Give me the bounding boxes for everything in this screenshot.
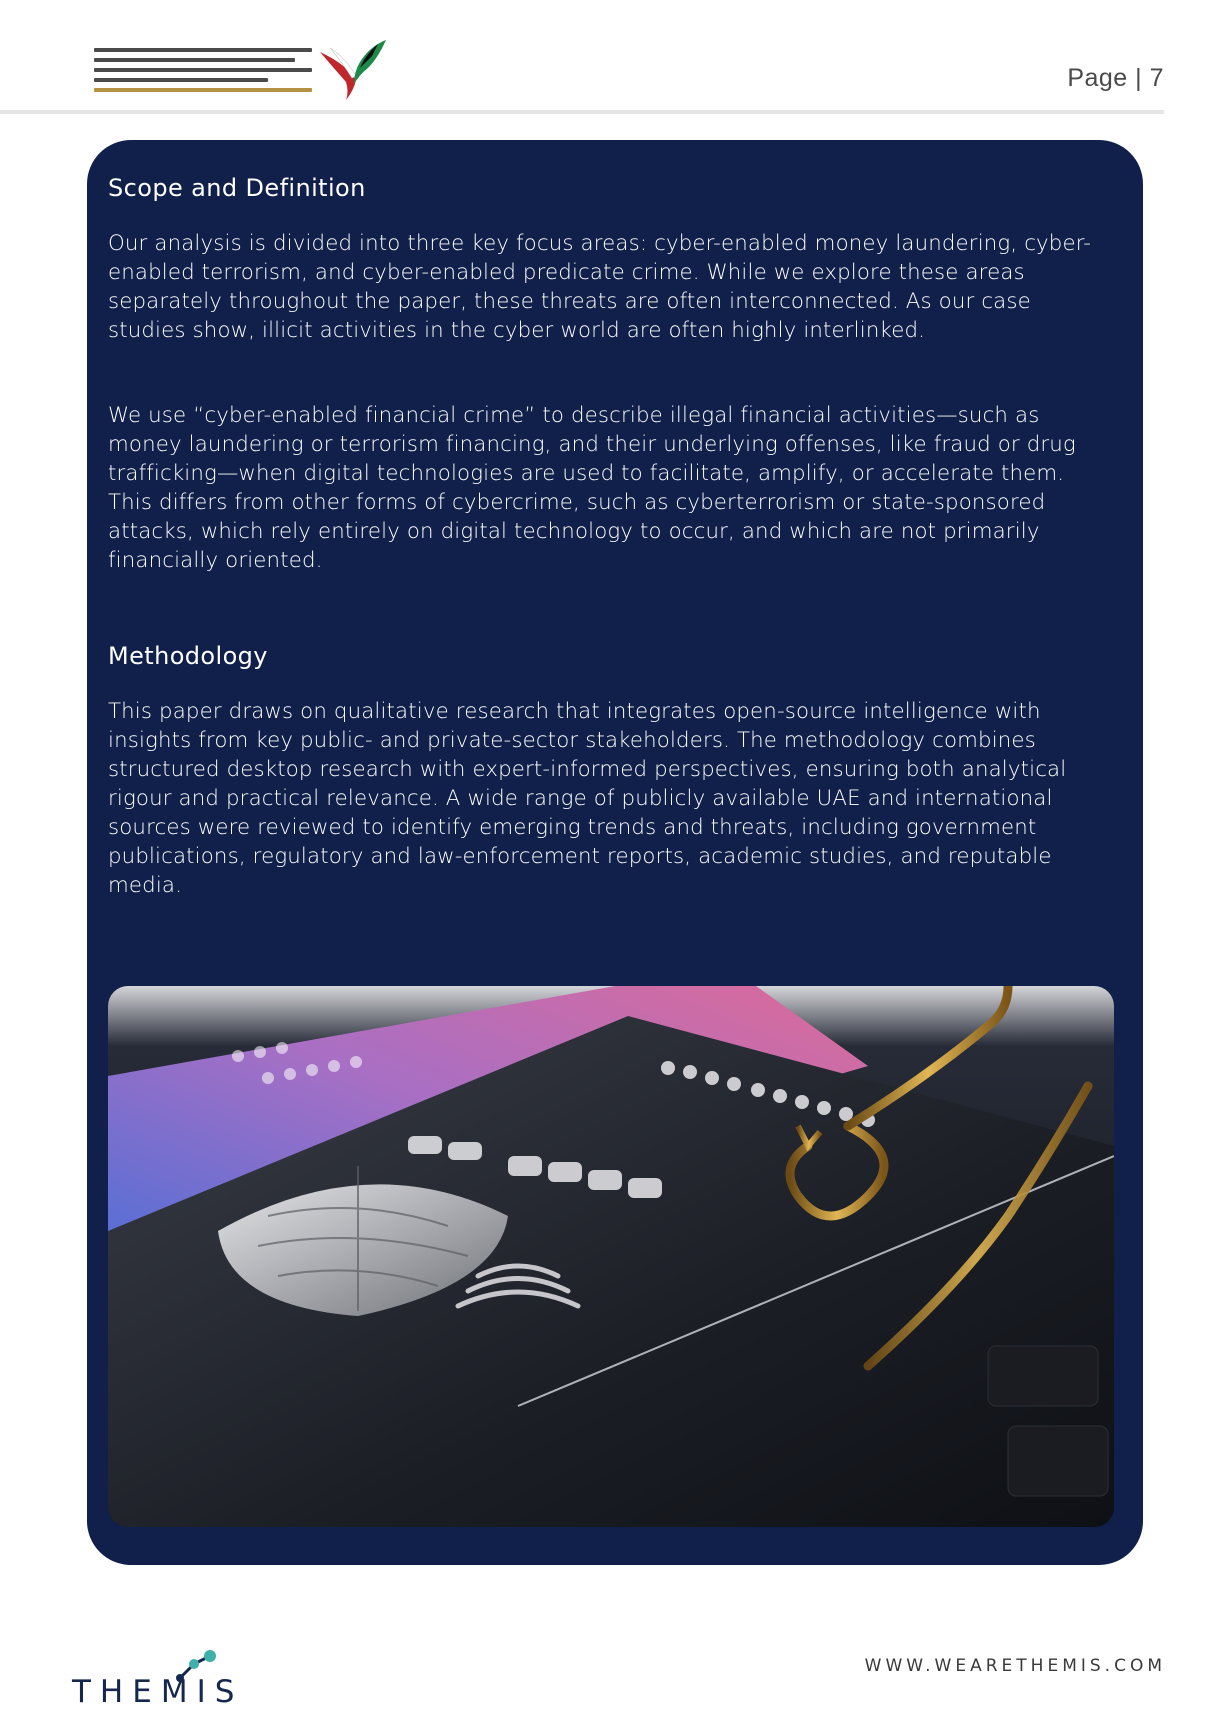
methodology-paragraph: This paper draws on qualitative research that integrates open-source intelligence with insights from key public- and private-sector stakeholders. The methodology combines structured desktop research with expert-informed perspectives, ensuring both analytical rigour and practical relevance. A wide range of publicly available UAE and international sources were reviewed to identify emerging trends and threats, including government publications, regulatory and law-enforcement reports, academic studies, and reputable media. <box>108 699 1067 898</box>
section-heading-scope: Scope and Definition <box>108 174 366 202</box>
scope-paragraph-1: Our analysis is divided into three key focus areas: cyber-enabled money laundering, cyber-enabled terrorism, and cyber-enabled predicate crime. While we explore these areas separately throughout the paper, these threats are often interconnected. As our case studies show, illicit activities in the cyber world are often highly interlinked. <box>108 231 1092 343</box>
logo-line-1 <box>94 48 312 52</box>
credit-card-hook-photo <box>108 986 1114 1527</box>
committee-logo-text <box>94 48 312 92</box>
header-divider <box>0 110 1164 114</box>
logo-line-3 <box>94 68 312 72</box>
scope-paragraph-2: We use “cyber-enabled financial crime” to describe illegal financial activities—such as money laundering or terrorism financing, and their underlying offenses, like fraud or drug trafficking—when digital technologies are used to facilitate, amplify, or accelerate them. This differs from other forms of cybercrime, such as cyberterrorism or state-sponsored attacks, which rely entirely on digital technology to occur, and which are not primarily financially oriented. <box>108 403 1076 573</box>
committee-logo <box>94 36 390 102</box>
themis-logo <box>72 1648 242 1710</box>
page-number: Page | 7 <box>1067 64 1164 92</box>
themis-wordmark: THEMIS <box>72 1674 244 1710</box>
website-link[interactable]: WWW.WEARETHEMIS.COM <box>864 1656 1166 1676</box>
logo-line-2 <box>94 58 295 62</box>
logo-line-4 <box>94 78 268 82</box>
section-heading-methodology: Methodology <box>108 642 268 670</box>
phishing-card-illustration <box>108 986 1114 1527</box>
logo-secretariat <box>94 88 312 92</box>
falcon-emblem-icon <box>316 36 390 102</box>
